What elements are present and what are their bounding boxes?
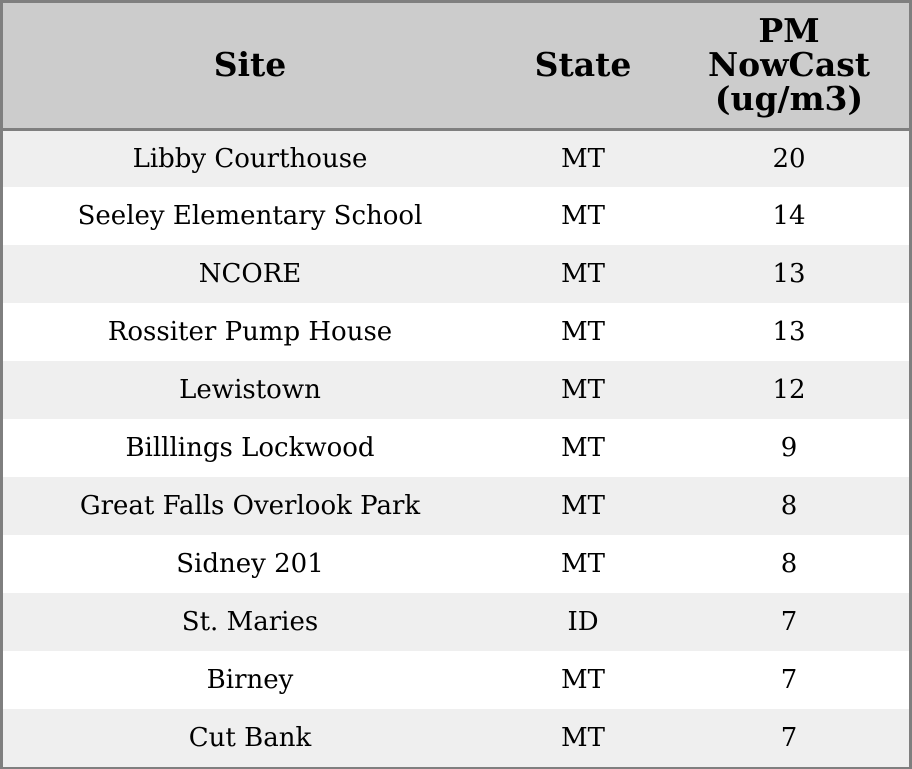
table-row <box>3 709 909 767</box>
pm-cell: 13 <box>772 317 806 347</box>
pm-cell: 12 <box>772 375 806 405</box>
pm-cell: 8 <box>780 549 798 579</box>
table-row <box>3 651 909 709</box>
state-cell: MT <box>561 317 605 347</box>
pm-cell: 8 <box>780 491 798 521</box>
state-cell: MT <box>561 491 605 521</box>
site-cell: Birney <box>206 665 294 695</box>
pm-header-line-2: NowCast <box>707 45 871 85</box>
site-cell: Sidney 201 <box>176 549 324 579</box>
pm-header-line-3: (ug/m3) <box>714 79 864 119</box>
table-body <box>3 129 909 767</box>
pm-header-line-1: PM <box>758 11 820 51</box>
column-header-state: State <box>497 3 669 129</box>
state-cell: MT <box>561 665 605 695</box>
state-cell: ID <box>567 607 599 637</box>
site-cell: St. Maries <box>181 607 319 637</box>
state-cell: MT <box>561 723 605 753</box>
pm-cell: 7 <box>780 607 798 637</box>
pm-cell: 14 <box>772 201 806 231</box>
table-row <box>3 419 909 477</box>
pm-cell: 7 <box>780 665 798 695</box>
pm-cell: 13 <box>772 259 806 289</box>
site-cell: Seeley Elementary School <box>77 201 423 231</box>
site-cell: Billlings Lockwood <box>125 433 375 463</box>
site-cell: Great Falls Overlook Park <box>79 491 421 521</box>
table-header <box>3 3 909 129</box>
header-row <box>3 3 909 129</box>
state-cell: MT <box>561 143 605 174</box>
state-cell: MT <box>561 549 605 579</box>
pm-nowcast-table <box>3 3 909 767</box>
table-row <box>3 129 909 187</box>
site-cell: Lewistown <box>179 375 321 405</box>
state-cell: MT <box>561 259 605 289</box>
site-cell: NCORE <box>198 259 302 289</box>
site-cell: Cut Bank <box>188 723 312 753</box>
table-row <box>3 303 909 361</box>
table-row <box>3 361 909 419</box>
column-header-pm-nowcast <box>669 3 909 129</box>
table-row <box>3 187 909 245</box>
table-row <box>3 593 909 651</box>
pm-cell: 9 <box>780 433 798 463</box>
pm-cell: 7 <box>780 723 798 753</box>
state-cell: MT <box>561 375 605 405</box>
table-row <box>3 245 909 303</box>
pm-cell: 20 <box>772 143 806 174</box>
state-cell: MT <box>561 433 605 463</box>
state-cell: MT <box>561 201 605 231</box>
table-row <box>3 477 909 535</box>
site-cell: Rossiter Pump House <box>107 317 393 347</box>
site-cell: Libby Courthouse <box>132 143 368 174</box>
table-row <box>3 535 909 593</box>
column-header-site: Site <box>3 3 497 129</box>
